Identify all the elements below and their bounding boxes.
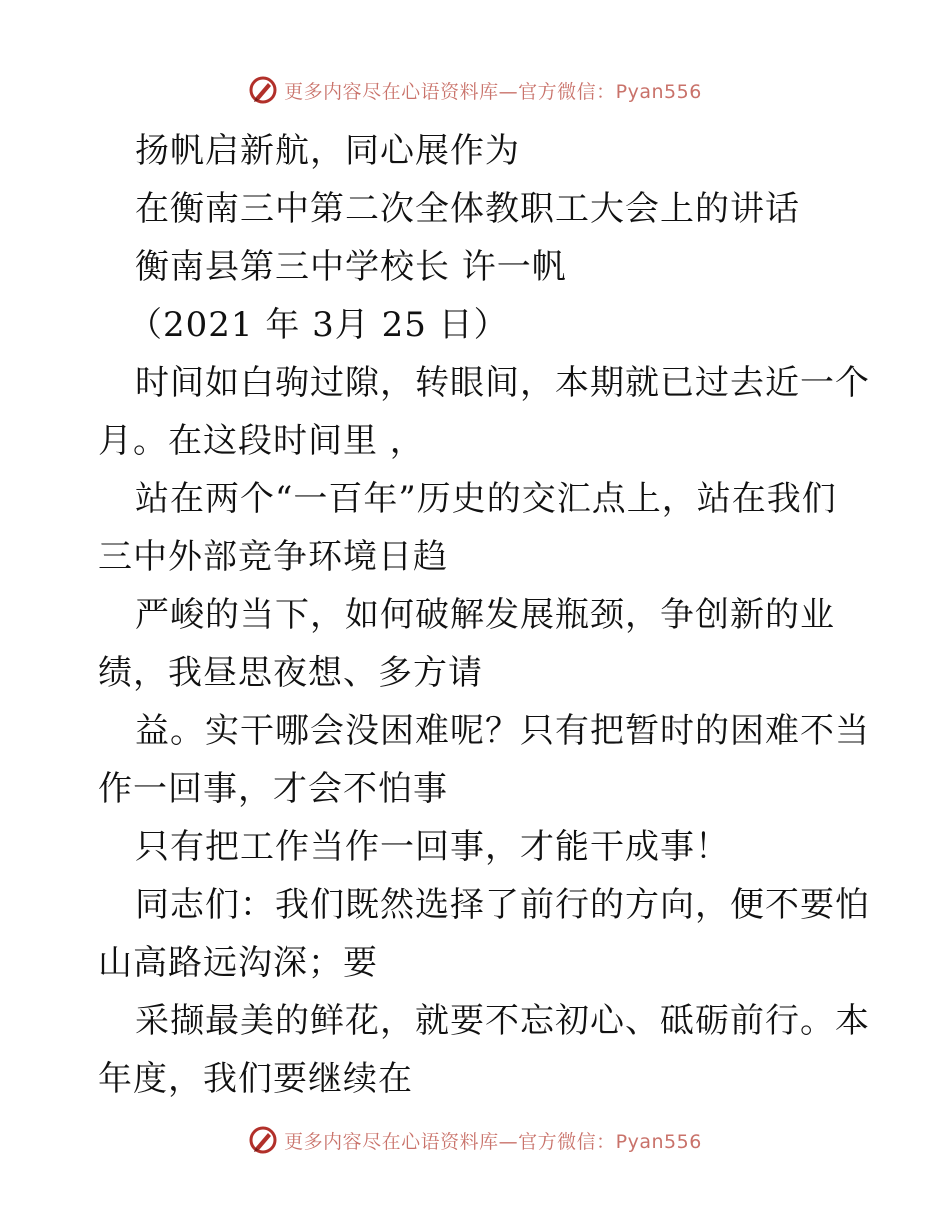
paragraph-line: 年度，我们要继续在 [98, 1059, 413, 1099]
paragraph-line: 绩，我昼思夜想、多方请 [98, 653, 483, 693]
paragraph-line: 同志们：我们既然选择了前行的方向，便不要怕 [135, 885, 870, 925]
paragraph-line: 严峻的当下，如何破解发展瓶颈，争创新的业 [135, 595, 835, 635]
paragraph-line: 月。在这段时间里 ， [98, 421, 425, 461]
header-banner-text: 更多内容尽在心语资料库—官方微信：Pyan556 [284, 80, 702, 103]
pen-logo-icon [248, 75, 278, 105]
speech-title: 扬帆启新航，同心展作为 [135, 131, 520, 171]
paragraph-line: 采撷最美的鲜花，就要不忘初心、砥砺前行。本 [135, 1001, 870, 1041]
footer-banner-text: 更多内容尽在心语资料库—官方微信：Pyan556 [284, 1130, 702, 1153]
paragraph-line: 站在两个“一百年”历史的交汇点上，站在我们 [135, 479, 837, 519]
paragraph-line: 作一回事，才会不怕事 [98, 769, 448, 809]
paragraph-line: 只有把工作当作一回事，才能干成事！ [135, 827, 730, 867]
speaker-line: 衡南县第三中学校长 许一帆 [135, 247, 567, 287]
header-banner [0, 70, 950, 110]
document-body [98, 122, 870, 1108]
paragraph-line: 三中外部竞争环境日趋 [98, 537, 448, 577]
date-line: （2021 年 3月 25 日） [128, 305, 509, 345]
paragraph-line: 益。实干哪会没困难呢？只有把暂时的困难不当 [135, 711, 870, 751]
paragraph-line: 时间如白驹过隙，转眼间，本期就已过去近一个 [135, 363, 870, 403]
pen-logo-icon [248, 1125, 278, 1155]
footer-banner [0, 1120, 950, 1160]
speech-subtitle: 在衡南三中第二次全体教职工大会上的讲话 [135, 189, 800, 229]
paragraph-line: 山高路远沟深；要 [98, 943, 378, 983]
